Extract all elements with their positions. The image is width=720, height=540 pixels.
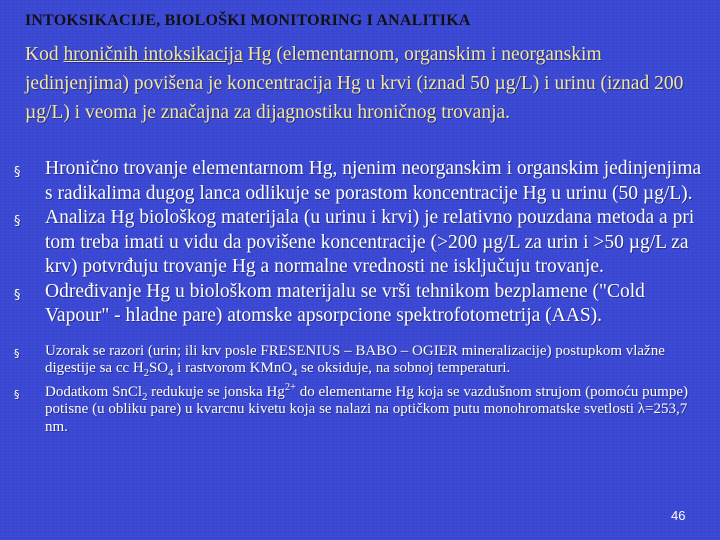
bullet-item <box>12 381 702 437</box>
bullet-item <box>12 343 702 378</box>
intro-after: Hg (elementarnom, organskim i neorganskim jedinjenjima) povišena je koncentracija Hg u krvi (iznad 50 µg/L) i urinu (iznad 200 µg/L) i veoma je značajna za dijagnostiku hroničnog trovanja. <box>25 44 684 123</box>
bullet-text: Analiza Hg biološkog materijala (u urinu i krvi) je relativno pouzdana metoda a pri tom treba imati u vidu da povišene koncentracije (>200 µg/L za urin i >50 µg/L za krv) potvrđuju trovanje Hg a normalne vrednosti ne isključuju trovanje. <box>45 207 695 277</box>
bullet-marker-icon: § <box>14 287 21 303</box>
bullet-marker-icon: § <box>14 165 21 180</box>
slide-title: INTOKSIKACIJE, BIOLOŠKI MONITORING I ANALITIKA <box>25 12 471 29</box>
bullet-marker-icon: § <box>14 387 20 401</box>
page-number: 46 <box>671 508 686 523</box>
bullet-item <box>12 206 702 280</box>
intro-before: Kod <box>25 44 64 65</box>
intro-paragraph <box>25 40 685 127</box>
bullet-list <box>12 157 702 436</box>
bullet-item <box>12 157 702 206</box>
bullet-text: Određivanje Hg u biološkom materijalu se vrši tehnikom bezplamene ("Cold Vapour" - hladne pare) atomske apsorpcione spektrofotometrija (AAS). <box>45 280 645 326</box>
bullet-text: Hronično trovanje elementarnom Hg, njenim neorganskim i organskim jedinjenjima s radikalima dugog lanca odlikuje se porastom koncentracije Hg u urinu (50 µg/L). <box>45 158 702 204</box>
bullet-item <box>12 280 702 329</box>
bullet-marker-icon: § <box>14 214 21 229</box>
bullet-marker-icon: § <box>14 346 20 360</box>
bullet-text: Uzorak se razori (urin; ili krv posle FRESENIUS – BABO – OGIER mineralizacije) postupkom vlažne digestije sa cc $H_2SO_4$ i rastvorom KMnO$_4$ se oksiduje, na sobnoj temperaturi. <box>45 342 665 379</box>
intro-underlined: hroničnih intoksikacija <box>63 44 243 65</box>
bullet-text: Dodatkom SnCl$_2$ redukuje se jonska $Hg^{2+}$ do elementarne Hg koja se vazdušnom strujom (pomoću pumpe) potisne (u obliku pare) u kvarcnu kivetu koja se nalazi na optičkom putu monohromatske svetlosti λ=253,7 nm. <box>45 381 688 435</box>
